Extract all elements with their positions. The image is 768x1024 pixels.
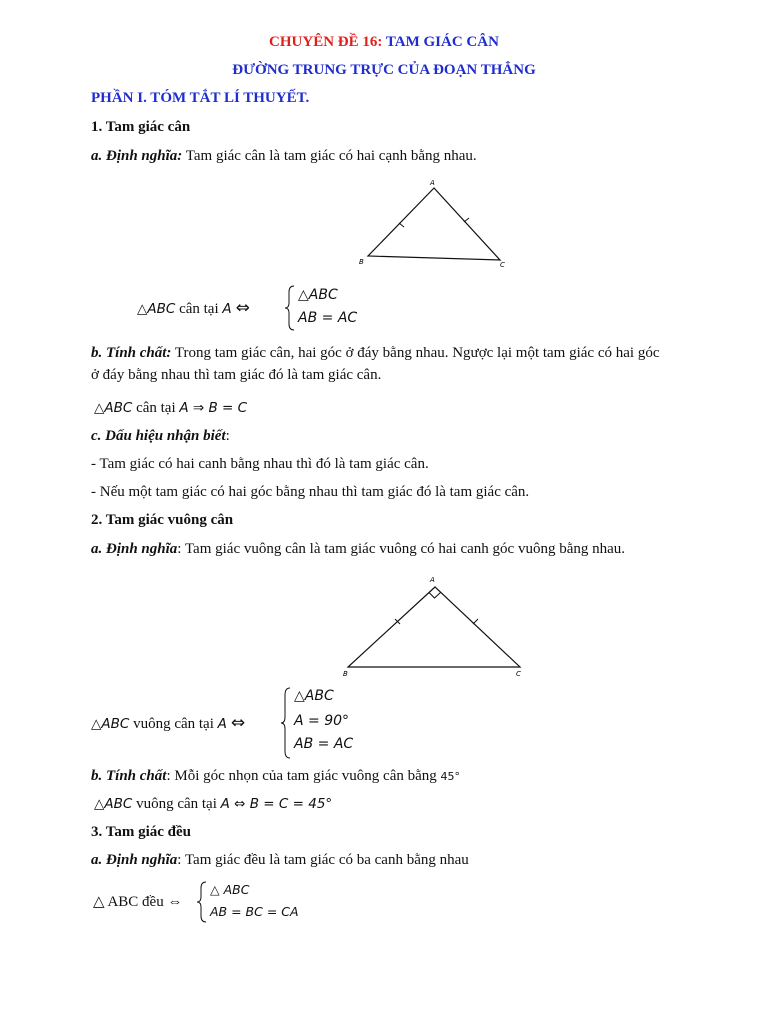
s1-def-text: Tam giác cân là tam giác có hai cạnh bằng nhau. <box>182 148 477 164</box>
s2-f1-left: △ABC <box>91 716 130 732</box>
s1-f2-mid: cân tại <box>132 400 180 416</box>
s2-formula-2 <box>94 795 332 813</box>
s2-def-label: a. Định nghĩa <box>91 541 178 557</box>
triangle-outline <box>368 188 500 260</box>
vertex-label-a: A <box>430 576 435 584</box>
s2-system-brace <box>280 686 400 760</box>
s2-f1-var: A <box>217 716 227 732</box>
s2-definition <box>91 541 625 558</box>
s2-prop-value: 45° <box>440 770 461 783</box>
tick-mark-ac <box>473 619 478 624</box>
s1-sign-label: c. Dấu hiệu nhận biết <box>91 428 226 444</box>
s3-system-line-2: AB = BC = CA <box>210 904 299 919</box>
s1-def-label: a. Định nghĩa: <box>91 148 183 164</box>
triangle-outline <box>348 587 520 667</box>
tick-mark-ab <box>399 223 404 227</box>
s3-f1-left: △ ABC đều ⇔ <box>93 894 183 910</box>
section-1-heading: 1. Tam giác cân <box>91 119 191 135</box>
vertex-label-c: C <box>500 261 505 268</box>
s1-f2-left: △ABC <box>94 400 133 416</box>
vertex-label-b: B <box>359 258 364 266</box>
s2-prop-label: b. Tính chất <box>91 768 167 784</box>
section-2-heading: 2. Tam giác vuông cân <box>91 512 234 528</box>
s1-sign-2: - Nếu một tam giác có hai góc bằng nhau thì tam giác đó là tam giác cân. <box>91 484 530 500</box>
s1-formula-1 <box>137 298 250 318</box>
brace-icon <box>280 686 292 760</box>
s1-definition <box>91 148 477 165</box>
s1-f1-left: △ABC <box>137 301 176 317</box>
s2-def-text: : Tam giác vuông cân là tam giác vuông có hai canh góc vuông bằng nhau. <box>177 541 626 557</box>
vertex-label-b: B <box>343 670 348 678</box>
s1-prop-text-1: Trong tam giác cân, hai góc ở đáy bằng nhau. Ngược lại một tam giác có hai góc <box>171 345 660 361</box>
s1-f1-equiv: ⇔ <box>235 298 250 318</box>
s1-sign-1: - Tam giác có hai canh bằng nhau thì đó là tam giác cân. <box>91 456 429 472</box>
s2-f2-mid: vuông cân tại <box>132 796 221 812</box>
s1-prop-text-2: ở đáy bằng nhau thì tam giác đó là tam giác cân. <box>91 367 382 383</box>
s3-formula-1 <box>93 892 182 911</box>
s3-definition <box>91 852 469 869</box>
section-3-heading: 3. Tam giác đều <box>91 824 192 840</box>
right-angle-mark <box>429 593 441 599</box>
s1-f1-mid: cân tại <box>175 301 223 317</box>
s3-def-text: : Tam giác đều là tam giác có ba canh bằng nhau <box>177 852 469 868</box>
document-title <box>0 34 768 51</box>
s2-f2-right: A ⇔ B = C = 45° <box>220 796 333 812</box>
s2-system-line-3: AB = AC <box>294 736 354 752</box>
s2-f1-equiv: ⇔ <box>230 713 246 733</box>
brace-icon <box>284 284 296 332</box>
s1-system-line-1: △ABC <box>298 287 338 303</box>
s1-f1-var: A <box>222 301 232 317</box>
title-prefix: CHUYÊN ĐỀ 16: <box>269 34 383 50</box>
s1-system-brace <box>284 284 404 332</box>
s2-system-line-2: A = 90° <box>294 713 350 729</box>
s2-f2-left: △ABC <box>94 796 133 812</box>
s2-f1-mid: vuông cân tại <box>129 716 218 732</box>
s1-property-line-1 <box>91 345 659 362</box>
document-subtitle: ĐƯỜNG TRUNG TRỰC CỦA ĐOẠN THẲNG <box>232 62 536 78</box>
vertex-label-c: C <box>516 670 521 678</box>
s1-f2-right: A ⇒ B = C <box>179 400 248 416</box>
s2-formula-1 <box>91 713 245 733</box>
s2-prop-text: : Mỗi góc nhọn của tam giác vuông cân bằng <box>166 768 441 784</box>
s1-prop-label: b. Tính chất: <box>91 345 172 361</box>
isosceles-triangle-figure <box>355 176 515 268</box>
brace-icon <box>196 880 208 924</box>
right-isosceles-triangle-figure <box>338 570 532 678</box>
s3-def-label: a. Định nghĩa <box>91 852 178 868</box>
part-heading: PHẦN I. TÓM TẮT LÍ THUYẾT. <box>91 90 310 106</box>
s1-formula-2 <box>94 399 247 417</box>
s2-property <box>91 768 460 785</box>
title-main: TAM GIÁC CÂN <box>385 34 499 50</box>
s1-system-line-2: AB = AC <box>298 310 358 326</box>
vertex-label-a: A <box>430 179 435 187</box>
s3-system-line-1: △ ABC <box>210 882 250 897</box>
s1-sign-colon: : <box>225 428 230 444</box>
s2-system-line-1: △ABC <box>294 688 334 704</box>
s3-system-brace <box>196 880 326 924</box>
s1-signs-heading <box>91 428 230 445</box>
tick-mark-ac <box>464 218 469 222</box>
